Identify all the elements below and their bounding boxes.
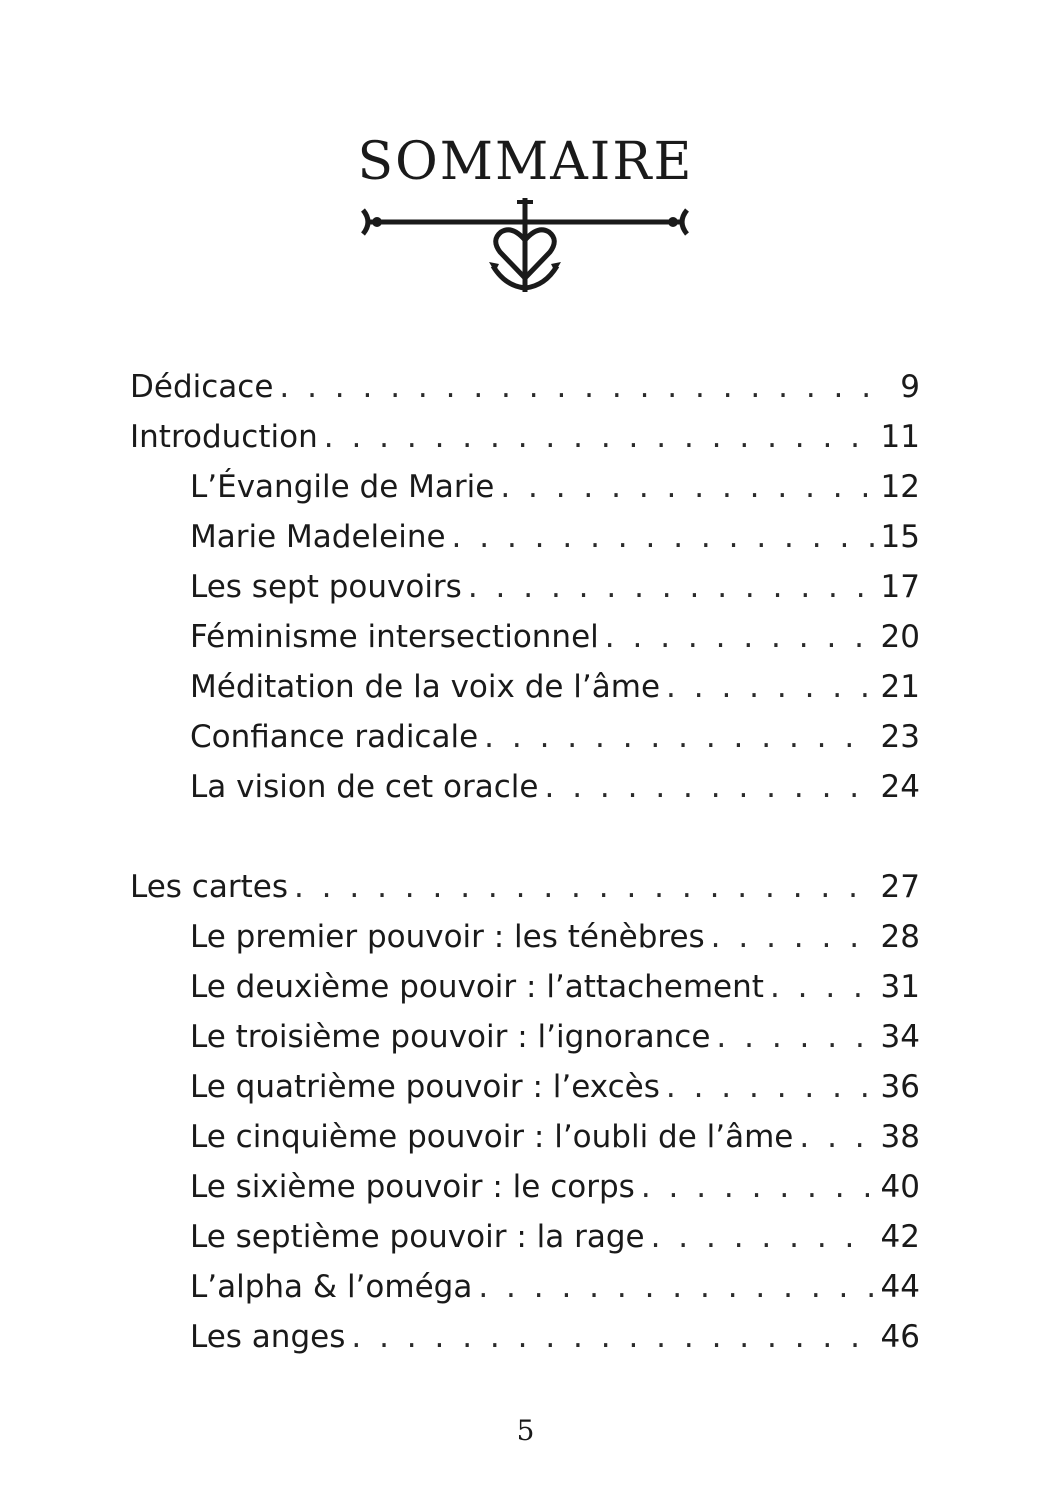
toc-entry[interactable] <box>190 512 920 562</box>
toc-entry[interactable] <box>190 612 920 662</box>
toc-entry[interactable] <box>130 862 920 912</box>
dot-leader <box>544 762 874 812</box>
toc-entry-page: 40 <box>880 1169 920 1205</box>
toc-entry-label: Marie Madeleine <box>190 519 446 555</box>
toc-entry-label: Le sixième pouvoir : le corps <box>190 1169 635 1205</box>
toc-entry-label: L’alpha & l’oméga <box>190 1269 473 1305</box>
dot-leader <box>666 662 875 712</box>
toc-entry-page: 24 <box>880 769 920 805</box>
dot-leader <box>711 912 875 962</box>
cross-heart-anchor-icon <box>355 192 695 302</box>
toc-entry[interactable] <box>190 1112 920 1162</box>
toc-entry[interactable] <box>190 562 920 612</box>
page-title: SOMMAIRE <box>357 132 694 192</box>
toc-entry-label: Les sept pouvoirs <box>190 569 462 605</box>
toc-entry[interactable] <box>190 462 920 512</box>
toc-entry[interactable] <box>190 1262 920 1312</box>
toc-entry[interactable] <box>190 1212 920 1262</box>
dot-leader <box>605 612 875 662</box>
toc-entry[interactable] <box>190 1312 920 1362</box>
toc-entry-label: Introduction <box>130 419 318 455</box>
toc-entry-label: Le deuxième pouvoir : l’attachement <box>190 969 764 1005</box>
dot-leader <box>478 1262 874 1312</box>
toc-entry-page: 9 <box>900 369 920 405</box>
toc-entry[interactable] <box>190 662 920 712</box>
page-number: 5 <box>516 1414 535 1447</box>
dot-leader <box>799 1112 874 1162</box>
toc-entry-label: Le septième pouvoir : la rage <box>190 1219 645 1255</box>
toc-entry-page: 20 <box>880 619 920 655</box>
toc-entry-label: Les cartes <box>130 869 288 905</box>
dot-leader <box>279 362 876 412</box>
toc-entry-label: Féminisme intersectionnel <box>190 619 599 655</box>
toc-entry-label: Dédicace <box>130 369 274 405</box>
dot-leader <box>641 1162 875 1212</box>
dot-leader <box>294 862 875 912</box>
toc-entry-page: 46 <box>880 1319 920 1355</box>
toc-entry[interactable] <box>130 412 920 462</box>
dot-leader <box>770 962 875 1012</box>
dot-leader <box>651 1212 875 1262</box>
toc-entry-page: 34 <box>880 1019 920 1055</box>
toc-entry-page: 28 <box>880 919 920 955</box>
toc-entry[interactable] <box>190 712 920 762</box>
dot-leader <box>716 1012 874 1062</box>
toc-entry-label: Les anges <box>190 1319 346 1355</box>
toc-entry[interactable] <box>190 762 920 812</box>
toc-entry-page: 31 <box>880 969 920 1005</box>
toc-entry-label: Le cinquième pouvoir : l’oubli de l’âme <box>190 1119 794 1155</box>
toc-entry-page: 27 <box>880 869 920 905</box>
toc-entry-label: L’Évangile de Marie <box>190 469 495 505</box>
toc-entry-label: Le premier pouvoir : les ténèbres <box>190 919 705 955</box>
toc-entry[interactable] <box>190 912 920 962</box>
toc-entry[interactable] <box>190 1162 920 1212</box>
toc-entry[interactable] <box>190 962 920 1012</box>
toc-entry-label: Confiance radicale <box>190 719 479 755</box>
dot-leader <box>452 512 875 562</box>
dot-leader <box>666 1062 875 1112</box>
toc-entry-label: Le troisième pouvoir : l’ignorance <box>190 1019 711 1055</box>
toc-entry-page: 36 <box>880 1069 920 1105</box>
dot-leader <box>351 1312 874 1362</box>
toc-entry-label: La vision de cet oracle <box>190 769 539 805</box>
toc-entry-page: 15 <box>880 519 920 555</box>
toc-entry-page: 23 <box>880 719 920 755</box>
toc-entry[interactable] <box>190 1012 920 1062</box>
dot-leader <box>468 562 875 612</box>
dot-leader <box>324 412 875 462</box>
toc-entry-page: 38 <box>880 1119 920 1155</box>
toc-entry-label: Méditation de la voix de l’âme <box>190 669 661 705</box>
toc-entry-page: 12 <box>880 469 920 505</box>
toc-entry[interactable] <box>190 1062 920 1112</box>
toc-entry-page: 21 <box>880 669 920 705</box>
dot-leader <box>500 462 874 512</box>
toc-entry-page: 11 <box>880 419 920 455</box>
toc-entry-page: 42 <box>880 1219 920 1255</box>
dot-leader <box>484 712 874 762</box>
toc-entry-label: Le quatrième pouvoir : l’excès <box>190 1069 660 1105</box>
toc-entry-page: 44 <box>880 1269 920 1305</box>
toc-entry-page: 17 <box>880 569 920 605</box>
toc-entry[interactable] <box>130 362 920 412</box>
